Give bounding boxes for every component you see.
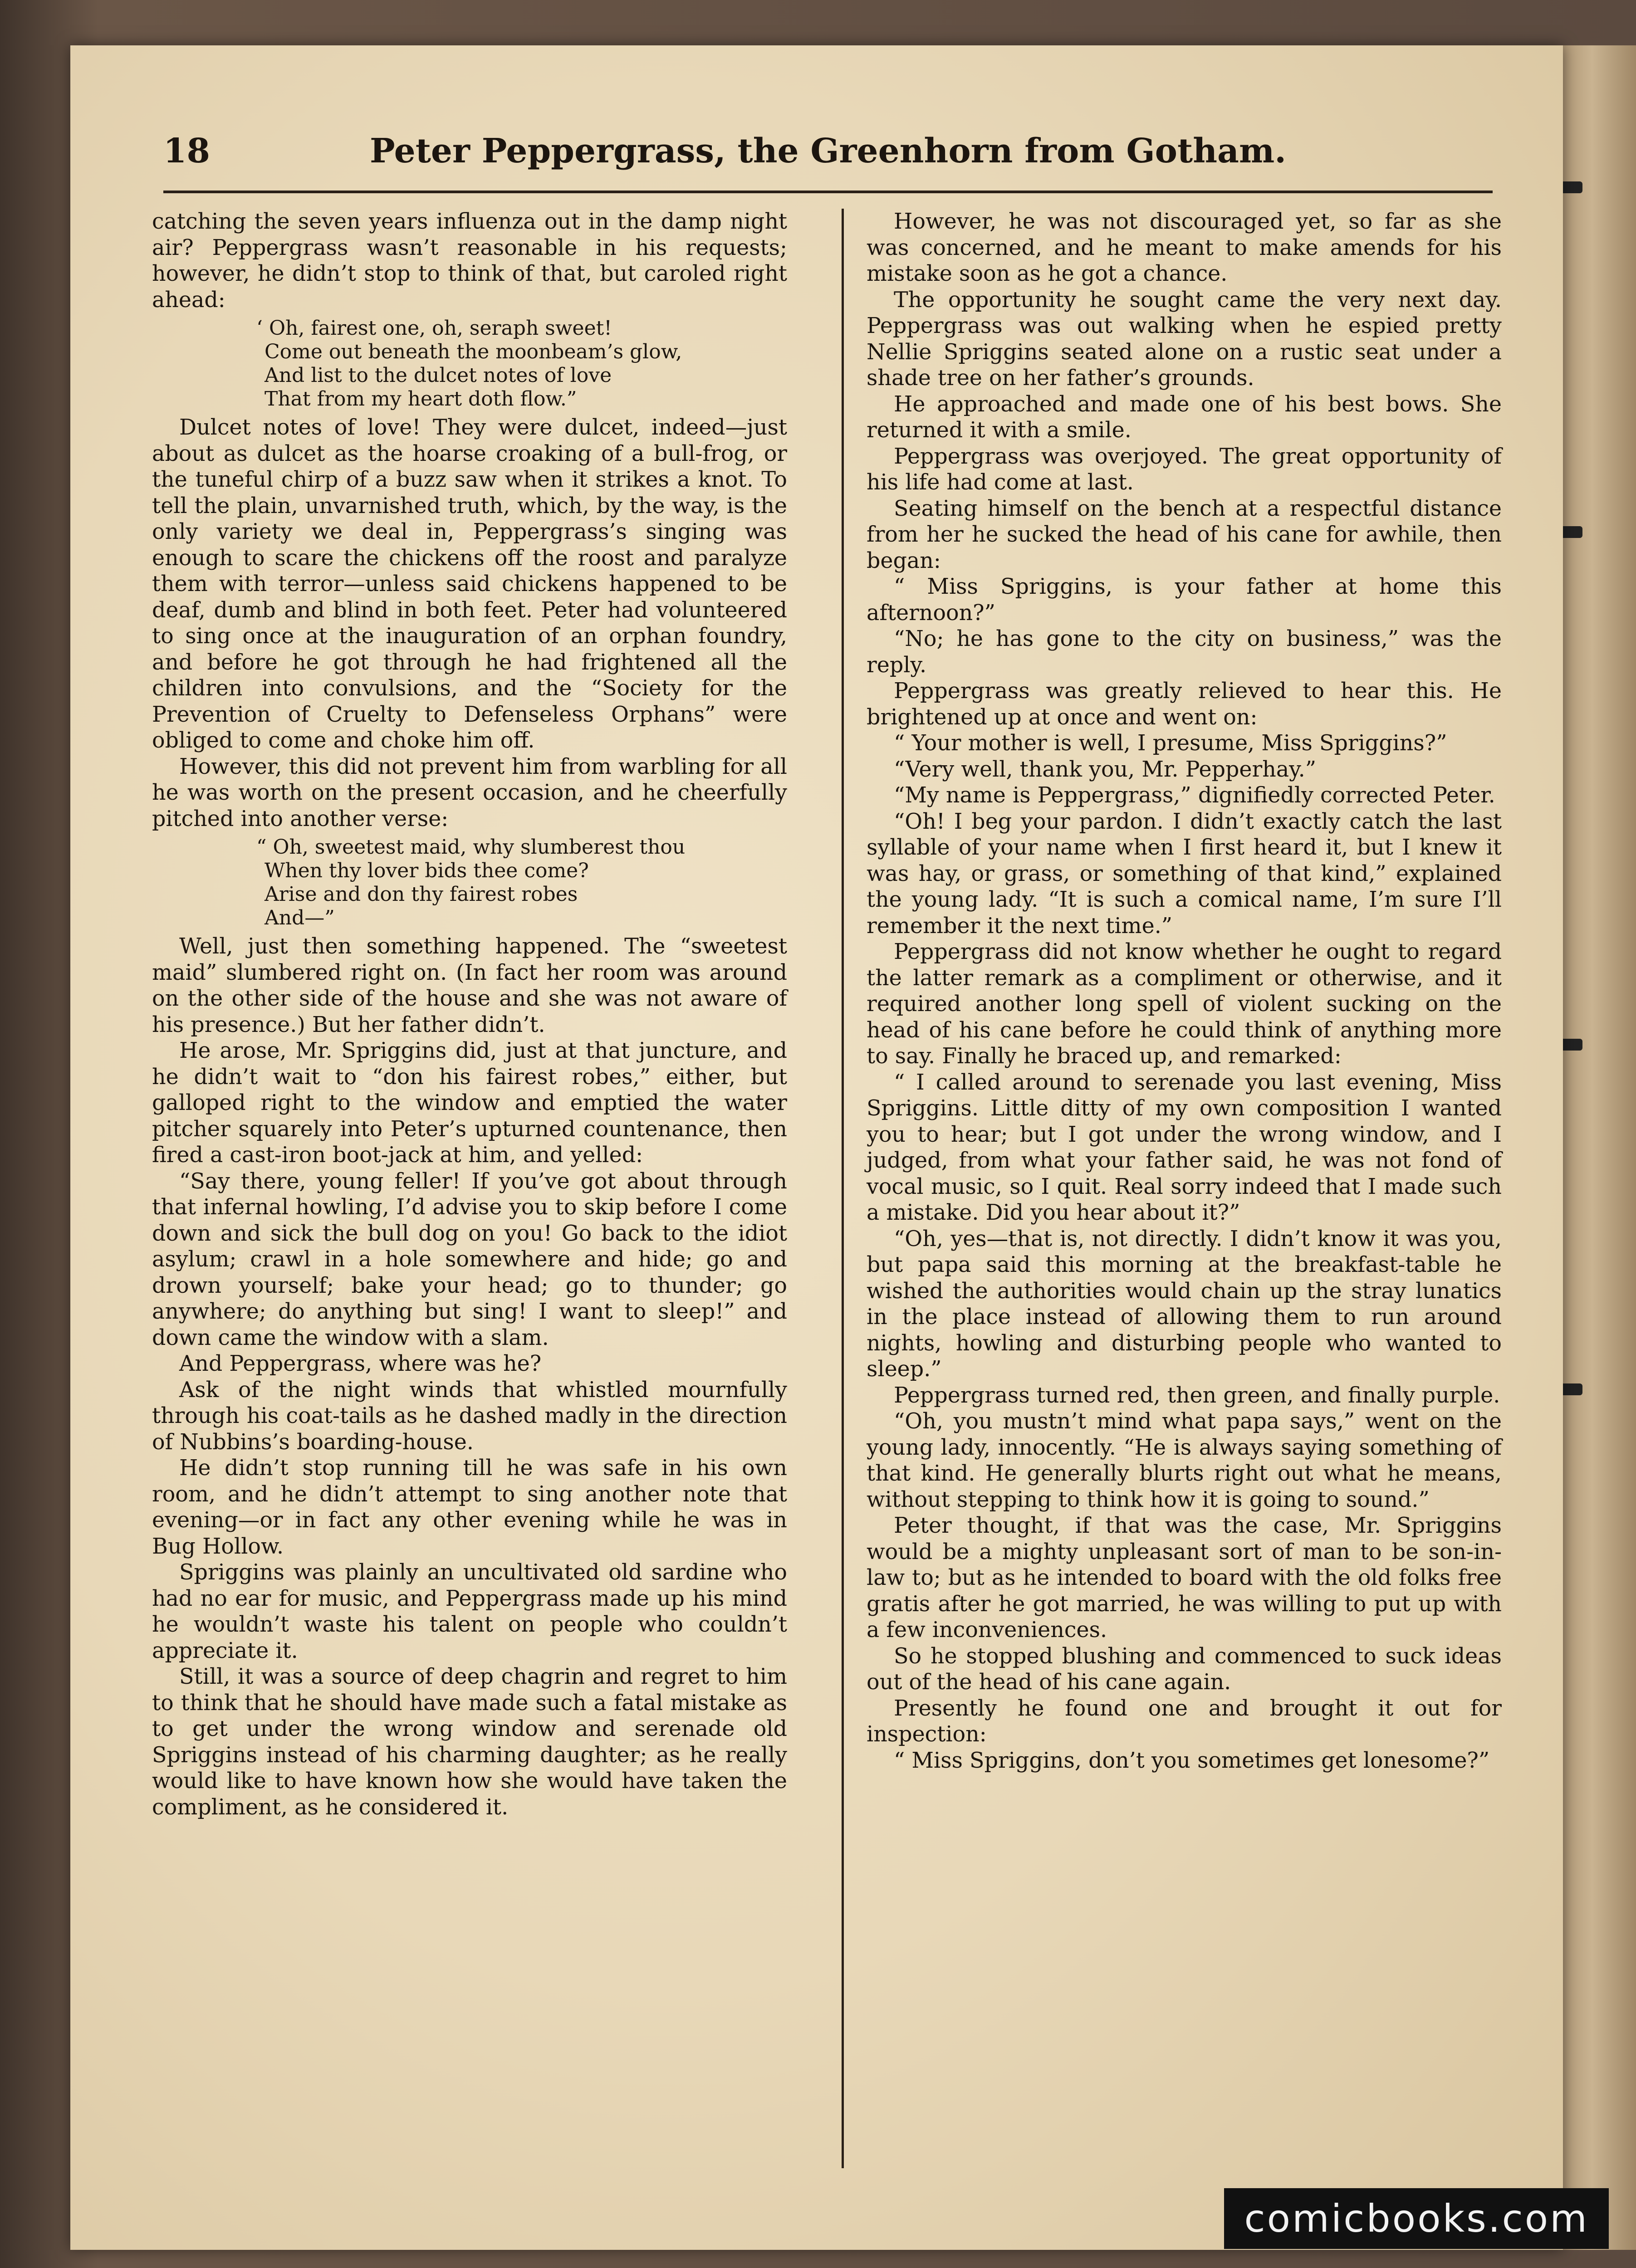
paragraph: Spriggins was plainly an uncultivated old sardine who had no ear for music, and Peppergrass made up his mind he wouldn’t waste his talent on people who couldn’t appreciate it. bbox=[152, 1560, 787, 1663]
running-title: Peter Peppergrass, the Greenhorn from Gotham. bbox=[369, 132, 1287, 171]
verse-line: When thy lover bids thee come? bbox=[265, 859, 589, 882]
paragraph: However, he was not discouraged yet, so far as she was concerned, and he meant to make amends for his mistake soon as he got a chance. bbox=[867, 209, 1502, 286]
paragraph: “Say there, young feller! If you’ve got about through that infernal howling, I’d advise you to skip before I come down and sick the bull dog on you! Go back to the idiot asylum; crawl in a hole somewhere and hide; go and drown yourself; bake your head; go to thunder; go anywhere; do anything but sing! I want to sleep!” and down came the window with a slam. bbox=[152, 1168, 787, 1350]
verse-line: And list to the dulcet notes of love bbox=[265, 364, 612, 387]
paragraph: However, this did not prevent him from warbling for all he was worth on the present occasion, and he cheerfully pitched into another verse: bbox=[152, 754, 787, 831]
facing-page-edge bbox=[1563, 45, 1636, 2250]
paragraph: “ Miss Spriggins, don’t you sometimes get lonesome?” bbox=[894, 1748, 1490, 1773]
paragraph: And Peppergrass, where was he? bbox=[179, 1351, 542, 1376]
magazine-page bbox=[70, 45, 1563, 2250]
paragraph: Dulcet notes of love! They were dulcet, indeed—just about as dulcet as the hoarse croaking of a bull-frog, or the tuneful chirp of a buzz saw when it strikes a knot. To tell the plain, unvarnished truth, which, by the way, is the only variety we deal in, Peppergrass’s singing was enough to scare the chickens off the roost and paralyze them with terror—unless said chickens happened to be deaf, dumb and blind in both feet. Peter had volunteered to sing once at the inauguration of an orphan foundry, and before he got through he had frightened all the children into convulsions, and the “Society for the Prevention of Cruelty to Defenseless Orphans” were obliged to come and choke him off. bbox=[152, 415, 787, 753]
paragraph: He approached and made one of his best bows. She returned it with a smile. bbox=[867, 391, 1502, 443]
left-column bbox=[152, 209, 787, 1820]
paragraph: catching the seven years influenza out in the damp night air? Peppergrass wasn’t reasonable in his requests; however, he didn’t stop to think of that, but caroled right ahead: bbox=[152, 209, 787, 313]
paragraph: Peppergrass turned red, then green, and finally purple. bbox=[894, 1383, 1500, 1408]
staple bbox=[1561, 526, 1582, 538]
paragraph: The opportunity he sought came the very next day. Peppergrass was out walking when he espied pretty Nellie Spriggins seated alone on a rustic seat under a shade tree on her father’s grounds. bbox=[867, 287, 1502, 391]
paragraph: “My name is Peppergrass,” dignifiedly corrected Peter. bbox=[894, 783, 1495, 808]
verse bbox=[256, 836, 787, 930]
verse-line: Come out beneath the moonbeam’s glow, bbox=[265, 340, 682, 363]
paragraph: “ Your mother is well, I presume, Miss Spriggins?” bbox=[894, 731, 1447, 756]
verse-line: That from my heart doth flow.” bbox=[265, 387, 577, 411]
paragraph: Presently he found one and brought it out for inspection: bbox=[867, 1696, 1502, 1747]
source-watermark: comicbooks.com bbox=[1224, 2188, 1609, 2249]
paragraph: “ Miss Spriggins, is your father at home this afternoon?” bbox=[867, 574, 1502, 626]
paragraph: So he stopped blushing and commenced to suck ideas out of the head of his cane again. bbox=[867, 1643, 1502, 1695]
paragraph: “Oh, you mustn’t mind what papa says,” went on the young lady, innocently. “He is always saying something of that kind. He generally blurts right out what he means, without stepping to think how it is going to sound.” bbox=[867, 1409, 1502, 1512]
page-header bbox=[163, 132, 1493, 195]
header-rule bbox=[163, 191, 1493, 193]
paragraph: “No; he has gone to the city on business,” was the reply. bbox=[867, 626, 1502, 678]
paragraph: “Oh! I beg your pardon. I didn’t exactly catch the last syllable of your name when I first heard it, but I knew it was hay, or grass, or something of that kind,” explained the young lady. “It is such a comical name, I’m sure I’ll remember it the next time.” bbox=[867, 809, 1502, 938]
paragraph: Well, just then something happened. The “sweetest maid” slumbered right on. (In fact her room was around on the other side of the house and she was not aware of his presence.) But her father didn’t. bbox=[152, 934, 787, 1037]
page-number: 18 bbox=[163, 132, 210, 171]
paragraph: He arose, Mr. Spriggins did, just at that juncture, and he didn’t wait to “don his fairest robes,” either, but galloped right to the window and emptied the water pitcher squarely into Peter’s upturned countenance, then fired a cast-iron boot-jack at him, and yelled: bbox=[152, 1038, 787, 1168]
paragraph: He didn’t stop running till he was safe in his own room, and he didn’t attempt to sing another note that evening—or in fact any other evening while he was in Bug Hollow. bbox=[152, 1456, 787, 1559]
paragraph: Peppergrass did not know whether he ought to regard the latter remark as a compliment or otherwise, and it required another long spell of violent sucking on the head of his cane before he could think of anything more to say. Finally he braced up, and remarked: bbox=[867, 939, 1502, 1069]
paragraph: Still, it was a source of deep chagrin and regret to him to think that he should have made such a fatal mistake as to get under the wrong window and serenade old Spriggins instead of his charming daughter; as he really would like to have known how she would have taken the compliment, as he considered it. bbox=[152, 1664, 787, 1820]
paragraph: “ I called around to serenade you last evening, Miss Spriggins. Little ditty of my own composition I wanted you to hear; but I got under the wrong window, and I judged, from what your father said, he was not fond of vocal music, so I quit. Real sorry indeed that I made such a mistake. Did you hear about it?” bbox=[867, 1070, 1502, 1225]
paragraph: Seating himself on the bench at a respectful distance from her he sucked the head of his cane for awhile, then began: bbox=[867, 496, 1502, 573]
paragraph: Ask of the night winds that whistled mournfully through his coat-tails as he dashed madly in the direction of Nubbins’s boarding-house. bbox=[152, 1377, 787, 1455]
verse-line: Arise and don thy fairest robes bbox=[265, 883, 578, 906]
verse-line: ‘ Oh, fairest one, oh, seraph sweet! bbox=[256, 317, 612, 340]
staple bbox=[1561, 181, 1582, 193]
paragraph: “Oh, yes—that is, not directly. I didn’t know it was you, but papa said this morning at the breakfast-table he wished the authorities would chain up the stray lunatics in the place instead of allowing them to run around nights, howling and disturbing people who wanted to sleep.” bbox=[867, 1226, 1502, 1382]
verse-line: “ Oh, sweetest maid, why slumberest thou bbox=[256, 836, 686, 859]
paragraph: Peppergrass was greatly relieved to hear this. He brightened up at once and went on: bbox=[867, 679, 1502, 730]
verse-line: And—” bbox=[265, 906, 335, 929]
right-column bbox=[867, 209, 1502, 1774]
staple bbox=[1561, 1383, 1582, 1395]
verse bbox=[256, 317, 787, 411]
paragraph: Peter thought, if that was the case, Mr. Spriggins would be a mighty unpleasant sort of man to be son-in-law to; but as he intended to board with the old folks free gratis after he got married, he was willing to put up with a few inconveniences. bbox=[867, 1513, 1502, 1642]
staple bbox=[1561, 1039, 1582, 1051]
column-divider bbox=[842, 209, 844, 2168]
paragraph: “Very well, thank you, Mr. Pepperhay.” bbox=[894, 757, 1317, 782]
paragraph: Peppergrass was overjoyed. The great opportunity of his life had come at last. bbox=[867, 444, 1502, 495]
